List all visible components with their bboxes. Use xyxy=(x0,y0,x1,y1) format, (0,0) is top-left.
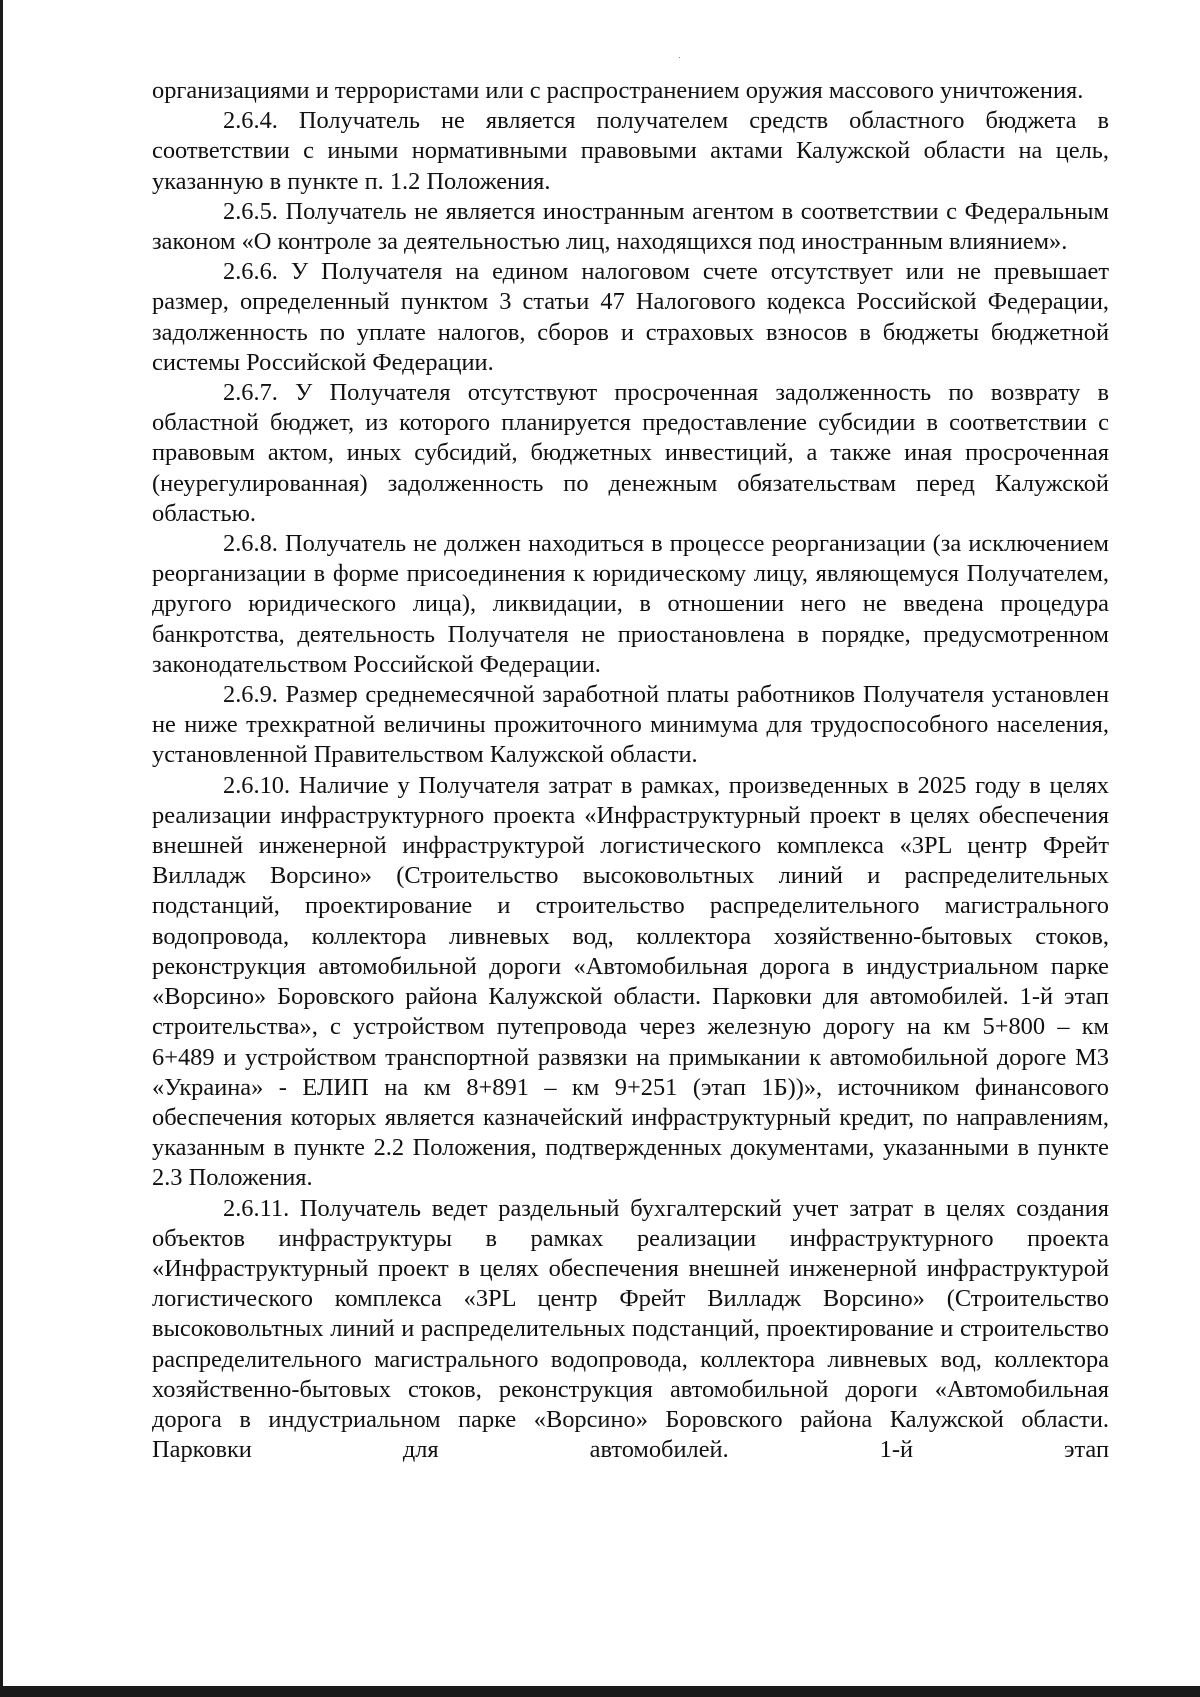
scan-speck xyxy=(679,57,680,58)
paragraph-2-6-9: 2.6.9. Размер среднемесячной заработной платы работников Получателя установлен не ниже трехкратной величины прожиточного минимума для трудоспособного населения, установленной Правительством Калужской области. xyxy=(152,681,1109,769)
paragraph-2-6-10: 2.6.10. Наличие у Получателя затрат в рамках, произведенных в 2025 году в целях реализации инфраструктурного проекта «Инфраструктурный проект в целях обеспечения внешней инженерной инфраструктурой логистического комплекса «3PL центр Фрейт Вилладж Ворсино» (Строительство высоковольтных линий и распределительных подстанций, проектирование и строительство распределительного магистрального водопровода, коллектора ливневых вод, коллектора хозяйственно-бытовых стоков, реконструкция автомобильной дороги «Автомобильная дорога в индустриальном парке «Ворсино» Боровского района Калужской области. Парковки для автомобилей. 1-й этап строительства», с устройством путепровода через железную дорогу на км 5+800 – км 6+489 и устройством транспортной развязки на примыкании к автомобильной дороге М3 «Украина» - ЕЛИП на км 8+891 – км 9+251 (этап 1Б))», источником финансового обеспечения которых является казначейский инфраструктурный кредит, по направлениям, указанным в пункте 2.2 Положения, подтвержденных документами, указанными в пункте 2.3 Положения. xyxy=(152,771,1109,1192)
paragraph-2-6-4: 2.6.4. Получатель не является получателем средств областного бюджета в соответствии с иными нормативными правовыми актами Калужской области на цель, указанную в пункте п. 1.2 Положения. xyxy=(152,107,1109,195)
paragraph-continuation: организациями и террористами или с распространением оружия массового уничтожения. xyxy=(152,77,1084,104)
paragraph-2-6-5: 2.6.5. Получатель не является иностранным агентом в соответствии с Федеральным законом «О контроле за деятельностью лиц, находящихся под иностранным влиянием». xyxy=(152,197,1109,256)
paragraph-2-6-6: 2.6.6. У Получателя на едином налоговом счете отсутствует или не превышает размер, определенный пунктом 3 статьи 47 Налогового кодекса Российской Федерации, задолженность по уплате налогов, сборов и страховых взносов в бюджеты бюджетной системы Российской Федерации. xyxy=(152,258,1109,376)
paragraph-2-6-8: 2.6.8. Получатель не должен находиться в процессе реорганизации (за исключением реорганизации в форме присоединения к юридическому лицу, являющемуся Получателем, другого юридического лица), ликвидации, в отношении него не введена процедура банкротства, деятельность Получателя не приостановлена в порядке, предусмотренном законодательством Российской Федерации. xyxy=(152,530,1109,678)
scan-bottom-edge xyxy=(0,1686,1200,1697)
paragraph-2-6-11: 2.6.11. Получатель ведет раздельный бухгалтерский учет затрат в целях создания объектов инфраструктуры в рамках реализации инфраструктурного проекта «Инфраструктурный проект в целях обеспечения внешней инженерной инфраструктурой логистического комплекса «3PL центр Фрейт Вилладж Ворсино» (Строительство высоковольтных линий и распределительных подстанций, проектирование и строительство распределительного магистрального водопровода, коллектора ливневых вод, коллектора хозяйственно-бытовых стоков, реконструкция автомобильной дороги «Автомобильная дорога в индустриальном парке «Ворсино» Боровского района Калужской области. Парковки для автомобилей. 1-й этап xyxy=(152,1194,1109,1464)
document-body xyxy=(152,76,1109,1465)
paragraph-2-6-7: 2.6.7. У Получателя отсутствуют просроченная задолженность по возврату в областной бюджет, из которого планируется предоставление субсидии в соответствии с правовым актом, иных субсидий, бюджетных инвестиций, а также иная просроченная (неурегулированная) задолженность по денежным обязательствам перед Калужской областью. xyxy=(152,379,1109,527)
scan-left-edge xyxy=(0,0,3,1697)
